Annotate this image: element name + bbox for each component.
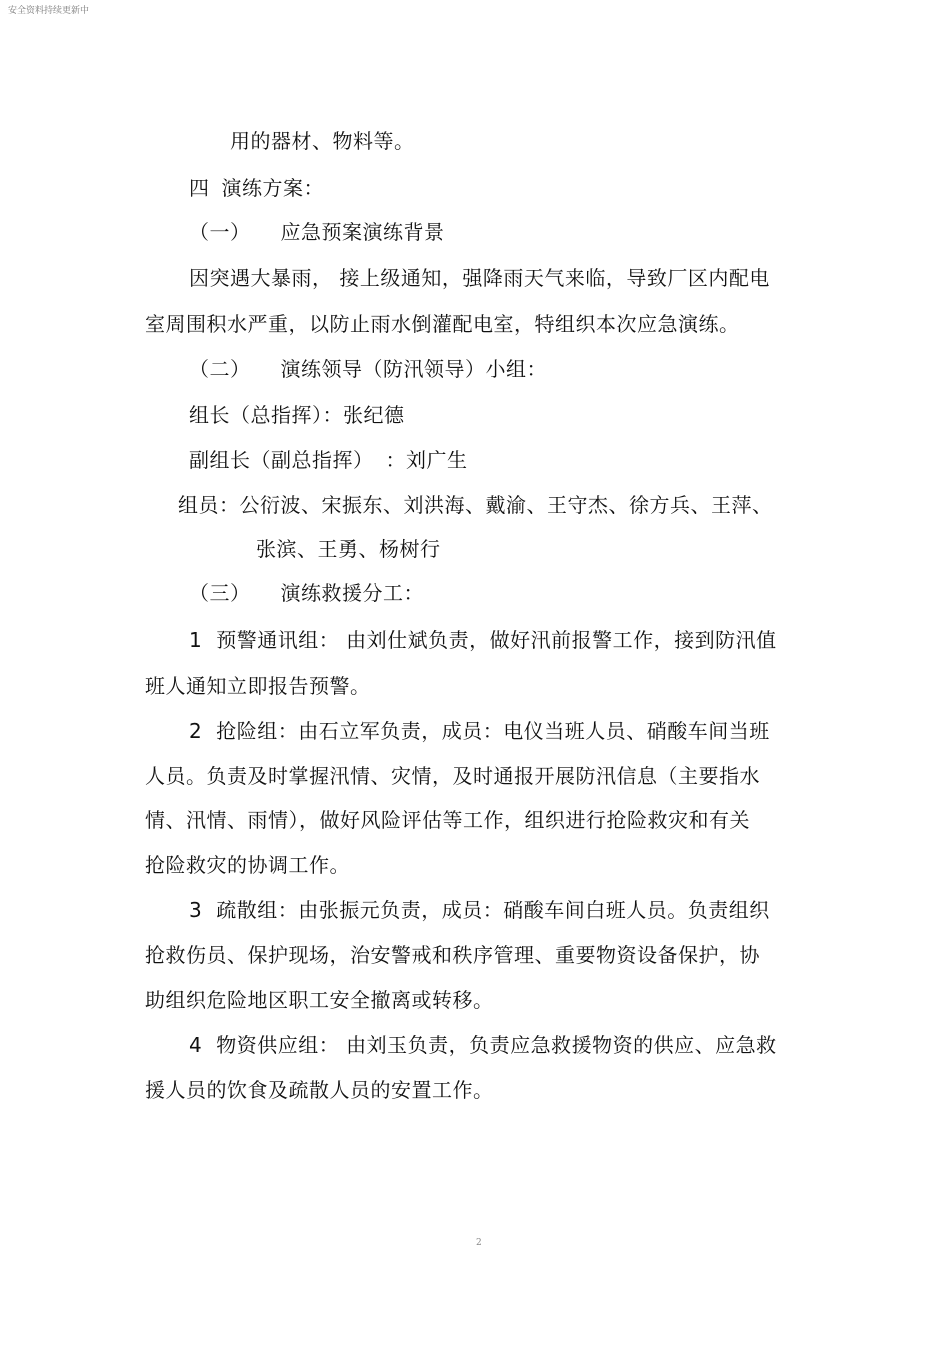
subsection-2-heading <box>189 357 547 381</box>
paragraph-line: 班人通知立即报告预警。 <box>145 674 371 698</box>
item-text: 抢险组：由石立军负责，成员：电仪当班人员、硝酸车间当班 <box>216 719 770 743</box>
item-text: 物资供应组： 由刘玉负责，负责应急救援物资的供应、应急救 <box>216 1033 777 1057</box>
members-line: 张滨、王勇、杨树行 <box>256 537 441 561</box>
deputy-name: ：刘广生 <box>385 448 468 472</box>
list-item <box>189 719 770 743</box>
item-number: 2 <box>189 719 203 743</box>
subsection-title: 应急预案演练背景 <box>280 220 445 244</box>
paragraph-line: 室周围积水严重，以防止雨水倒灌配电室，特组织本次应急演练。 <box>145 312 740 336</box>
paragraph-line: 因突遇大暴雨， 接上级通知，强降雨天气来临，导致厂区内配电 <box>189 266 770 290</box>
section-4-heading <box>189 176 324 200</box>
header-note: 安全资料持续更新中 <box>8 6 90 16</box>
item-number: 4 <box>189 1033 203 1057</box>
item-number: 1 <box>189 628 203 652</box>
subsection-number: （二） <box>189 357 251 381</box>
section-title: 演练方案： <box>221 176 324 200</box>
paragraph-line: 抢险救灾的协调工作。 <box>145 853 350 877</box>
subsection-3-heading <box>189 581 424 605</box>
paragraph-line: 助组织危险地区职工安全撤离或转移。 <box>145 988 494 1012</box>
paragraph-line: 抢救伤员、保护现场，治安警戒和秩序管理、重要物资设备保护，协 <box>145 943 760 967</box>
paragraph-line: 情、汛情、雨情），做好风险评估等工作，组织进行抢险救灾和有关 <box>145 808 750 832</box>
list-item <box>189 898 770 922</box>
paragraph-line: 人员。负责及时掌握汛情、灾情，及时通报开展防汛信息（主要指水 <box>145 764 760 788</box>
members-line: 组员：公衍波、宋振东、刘洪海、戴渝、王守杰、徐方兵、王萍、 <box>178 493 773 517</box>
subsection-number: （一） <box>189 220 251 244</box>
subsection-title: 演练救援分工： <box>280 581 424 605</box>
deputy-line <box>189 448 468 472</box>
deputy-label: 副组长（副总指挥） <box>189 448 374 472</box>
subsection-1-heading <box>189 220 445 244</box>
list-item <box>189 628 777 652</box>
item-text: 疏散组：由张振元负责，成员：硝酸车间白班人员。负责组织 <box>216 898 770 922</box>
continuation-line: 用的器材、物料等。 <box>230 129 415 153</box>
paragraph-line: 援人员的饮食及疏散人员的安置工作。 <box>145 1078 494 1102</box>
list-item <box>189 1033 777 1057</box>
subsection-number: （三） <box>189 581 251 605</box>
leader-line: 组长（总指挥）：张纪德 <box>189 403 405 427</box>
item-text: 预警通讯组： 由刘仕斌负责，做好汛前报警工作，接到防汛值 <box>216 628 777 652</box>
item-number: 3 <box>189 898 203 922</box>
page-number: 2 <box>476 1238 482 1248</box>
subsection-title: 演练领导（防汛领导）小组： <box>280 357 547 381</box>
section-number: 四 <box>189 176 210 200</box>
